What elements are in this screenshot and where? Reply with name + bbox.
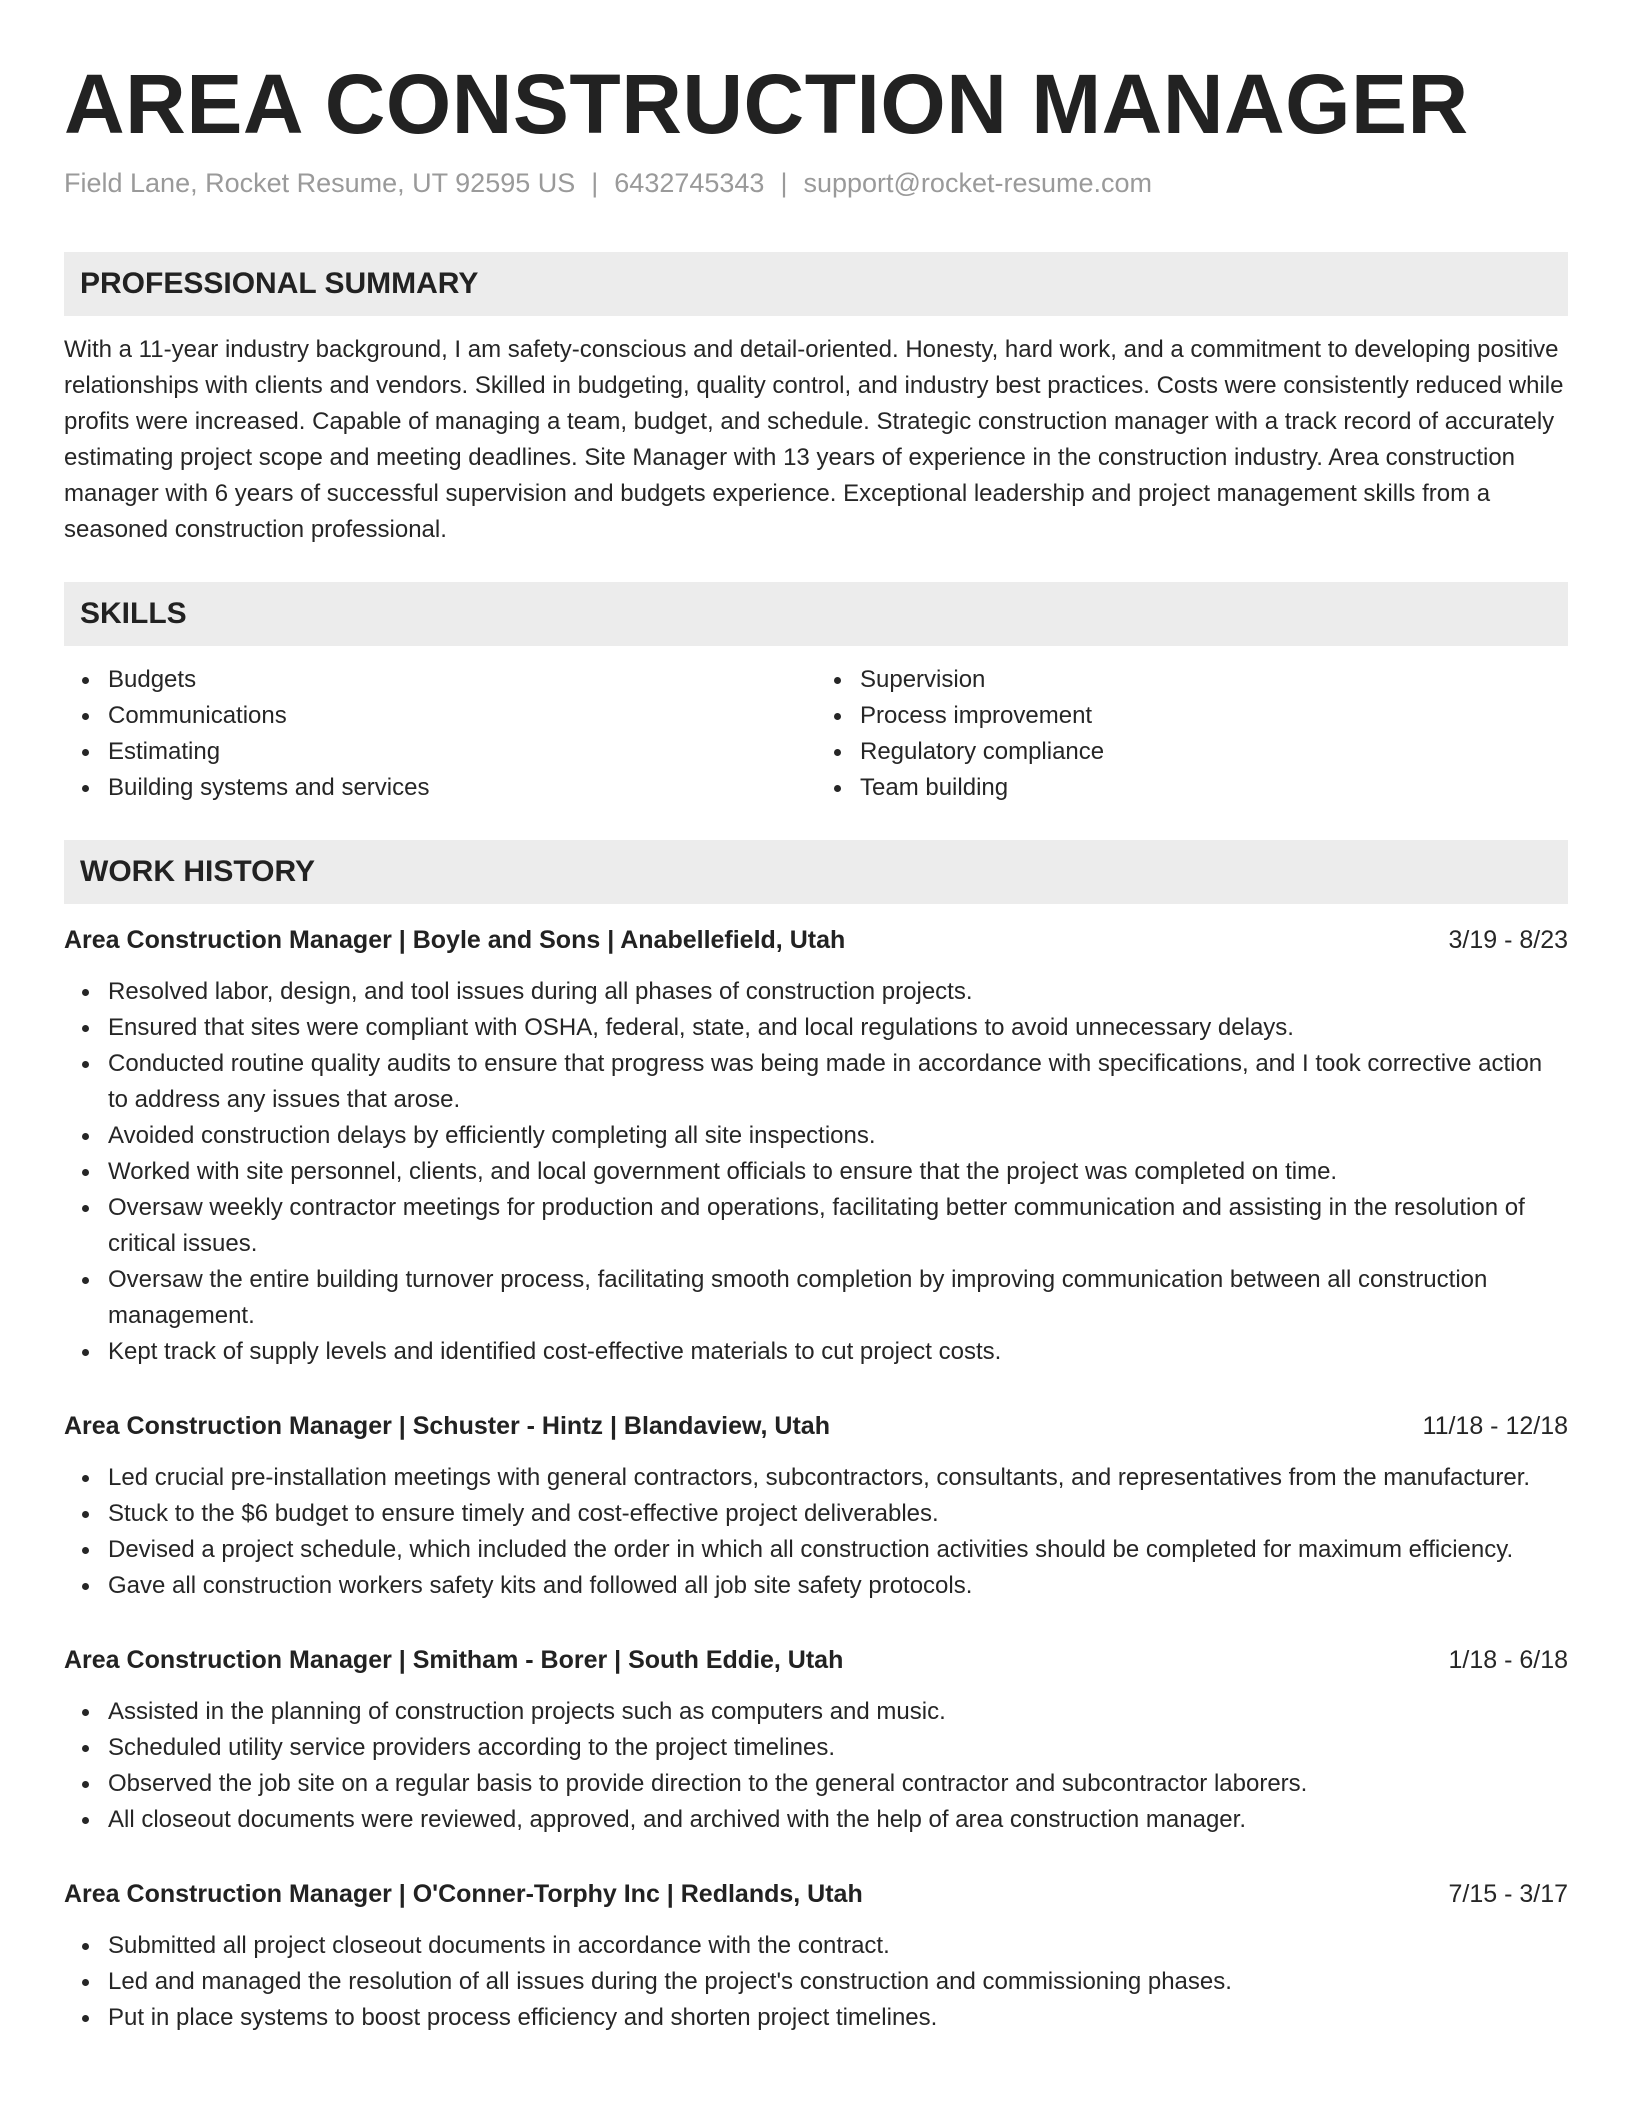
candidate-name: AREA CONSTRUCTION MANAGER (64, 57, 1469, 151)
skill-item: Communications (64, 698, 816, 734)
job-bullet: Led crucial pre-installation meetings with general contractors, subcontractors, consultants, and representatives from the manufacturer. (64, 1460, 1568, 1496)
job-bullet: Worked with site personnel, clients, and local government officials to ensure that the project was completed on time. (64, 1154, 1568, 1190)
job-bullet: Avoided construction delays by efficiently completing all site inspections. (64, 1118, 1568, 1154)
job-bullet: All closeout documents were reviewed, approved, and archived with the help of area construction manager. (64, 1802, 1568, 1838)
job-header (64, 1876, 1568, 1912)
job-bullet: Kept track of supply levels and identified cost-effective materials to cut project costs. (64, 1334, 1568, 1370)
job-bullet: Put in place systems to boost process efficiency and shorten project timelines. (64, 2000, 1568, 2036)
job-bullet: Submitted all project closeout documents in accordance with the contract. (64, 1928, 1568, 1964)
job-header (64, 1642, 1568, 1678)
job-header (64, 922, 1568, 958)
job-bullets (64, 1460, 1568, 1604)
skill-item: Regulatory compliance (816, 734, 1568, 770)
job-bullets (64, 1928, 1568, 2036)
job-bullets (64, 1694, 1568, 1838)
job-entry (64, 1408, 1568, 1604)
job-title: Area Construction Manager | Boyle and Sons | Anabellefield, Utah (64, 926, 846, 954)
skills-column-right (816, 662, 1568, 806)
job-entry (64, 1876, 1568, 2036)
job-bullet: Devised a project schedule, which included the order in which all construction activities should be completed for maximum efficiency. (64, 1532, 1568, 1568)
job-bullet: Oversaw weekly contractor meetings for production and operations, facilitating better communication and assisting in the resolution of critical issues. (64, 1190, 1568, 1262)
section-heading-skills: SKILLS (64, 582, 1568, 646)
skill-item: Process improvement (816, 698, 1568, 734)
skill-item: Team building (816, 770, 1568, 806)
contact-phone: 6432745343 (614, 168, 765, 198)
contact-email: support@rocket-resume.com (803, 168, 1152, 198)
job-dates: 3/19 - 8/23 (1448, 926, 1568, 954)
skills-list (64, 662, 1568, 806)
skills-column-left (64, 662, 816, 806)
job-entry (64, 1642, 1568, 1838)
job-title: Area Construction Manager | Smitham - Borer | South Eddie, Utah (64, 1646, 844, 1674)
section-heading-summary: PROFESSIONAL SUMMARY (64, 252, 1568, 316)
skill-item: Supervision (816, 662, 1568, 698)
contact-separator: | (591, 168, 599, 198)
job-header (64, 1408, 1568, 1444)
skill-item: Building systems and services (64, 770, 816, 806)
summary-text: With a 11-year industry background, I am safety-conscious and detail-oriented. Honesty, hard work, and a commitment to developing positive relationships with clients and vendors. Skilled in budgeting, quality control, and industry best practices. Costs were consistently reduced while profits were increased. Capable of managing a team, budget, and schedule. Strategic construction manager with a track record of accurately estimating project scope and meeting deadlines. Site Manager with 13 years of experience in the construction industry. Area construction manager with 6 years of successful supervision and budgets experience. Exceptional leadership and project management skills from a seasoned construction professional. (64, 336, 1564, 543)
job-bullet: Scheduled utility service providers according to the project timelines. (64, 1730, 1568, 1766)
section-heading-work-history: WORK HISTORY (64, 840, 1568, 904)
contact-line (64, 166, 1568, 200)
job-bullet: Oversaw the entire building turnover process, facilitating smooth completion by improving communication between all construction management. (64, 1262, 1568, 1334)
skill-item: Budgets (64, 662, 816, 698)
job-bullet: Stuck to the $6 budget to ensure timely and cost-effective project deliverables. (64, 1496, 1568, 1532)
job-dates: 11/18 - 12/18 (1422, 1412, 1568, 1440)
job-bullets (64, 974, 1568, 1370)
contact-address: Field Lane, Rocket Resume, UT 92595 US (64, 168, 576, 198)
job-bullet: Assisted in the planning of construction projects such as computers and music. (64, 1694, 1568, 1730)
job-bullet: Gave all construction workers safety kits and followed all job site safety protocols. (64, 1568, 1568, 1604)
job-bullet: Led and managed the resolution of all issues during the project's construction and commissioning phases. (64, 1964, 1568, 2000)
job-bullet: Conducted routine quality audits to ensure that progress was being made in accordance with specifications, and I took corrective action to address any issues that arose. (64, 1046, 1568, 1118)
skill-item: Estimating (64, 734, 816, 770)
job-bullet: Resolved labor, design, and tool issues during all phases of construction projects. (64, 974, 1568, 1010)
job-dates: 1/18 - 6/18 (1448, 1646, 1568, 1674)
job-bullet: Ensured that sites were compliant with OSHA, federal, state, and local regulations to avoid unnecessary delays. (64, 1010, 1568, 1046)
job-dates: 7/15 - 3/17 (1448, 1880, 1568, 1908)
job-title: Area Construction Manager | Schuster - Hintz | Blandaview, Utah (64, 1412, 830, 1440)
job-bullet: Observed the job site on a regular basis to provide direction to the general contractor and subcontractor laborers. (64, 1766, 1568, 1802)
contact-separator: | (780, 168, 788, 198)
job-entry (64, 922, 1568, 1370)
job-title: Area Construction Manager | O'Conner-Torphy Inc | Redlands, Utah (64, 1880, 863, 1908)
